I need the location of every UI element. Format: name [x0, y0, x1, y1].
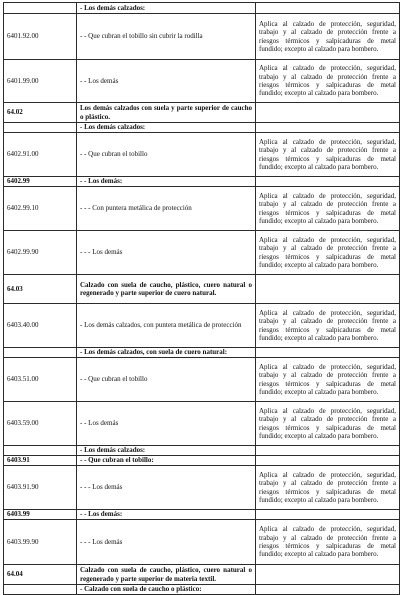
description-cell: - Calzado con suela de caucho o plástico:: [77, 585, 256, 595]
protection-note-cell: [256, 177, 400, 187]
protection-note-cell: [256, 123, 400, 133]
protection-note-cell: Aplica al calzado de protección, seguridad, trabajo y al calzado de protección frente a riesgos térmicos y salpicaduras de metal fundido; excepto al calzado para bombero.: [256, 358, 400, 402]
protection-note-cell: Aplica al calzado de protección, seguridad, trabajo y al calzado de protección frente a riesgos térmicos y salpicaduras de metal fundido; excepto al calzado para bombero.: [256, 402, 400, 446]
table-row: [4, 510, 400, 520]
tariff-code-cell: [4, 3, 77, 14]
table-row: [4, 456, 400, 466]
table-row: [4, 585, 400, 595]
protection-note-cell: Aplica al calzado de protección, seguridad, trabajo y al calzado de protección frente a riesgos térmicos y salpicaduras de metal fundido; excepto al calzado para bombero.: [256, 520, 400, 565]
protection-note-cell: Aplica al calzado de protección, seguridad, trabajo y al calzado de protección frente a riesgos térmicos y salpicaduras de metal fundido; excepto al calzado para bombero.: [256, 231, 400, 275]
tariff-code-cell: [4, 585, 77, 595]
tariff-code-cell: 6401.99.00: [4, 60, 77, 103]
protection-note-cell: Aplica al calzado de protección, seguridad, trabajo y al calzado de protección frente a riesgos térmicos y salpicaduras de metal fundido; excepto al calzado para bombero.: [256, 60, 400, 103]
description-cell: - - - Los demás: [77, 466, 256, 510]
description-cell: Los demás calzados con suela y parte superior de caucho o plástico.: [77, 103, 256, 123]
table-row: [4, 348, 400, 358]
description-cell: Calzado con suela de caucho, plástico, cuero natural o regenerado y parte superior de materia textil.: [77, 565, 256, 585]
tariff-code-cell: [4, 446, 77, 456]
table-row: [4, 177, 400, 187]
tariff-code-cell: [4, 123, 77, 133]
tariff-code-cell: 6402.91.00: [4, 133, 77, 177]
table-row: [4, 466, 400, 510]
table-row: [4, 3, 400, 14]
tariff-code-cell: 6402.99: [4, 177, 77, 187]
protection-note-cell: [256, 510, 400, 520]
tariff-code-cell: 6403.59.00: [4, 402, 77, 446]
tariff-code-cell: 6403.99.90: [4, 520, 77, 565]
table-row: [4, 123, 400, 133]
description-cell: - - Los demás:: [77, 177, 256, 187]
protection-note-cell: [256, 456, 400, 466]
tariff-code-cell: 64.02: [4, 103, 77, 123]
table-row: [4, 103, 400, 123]
table-row: [4, 60, 400, 103]
tariff-code-cell: 6403.51.00: [4, 358, 77, 402]
protection-note-cell: [256, 275, 400, 304]
table-row: [4, 446, 400, 456]
description-cell: - Los demás calzados:: [77, 446, 256, 456]
protection-note-cell: [256, 103, 400, 123]
description-cell: - - Los demás:: [77, 510, 256, 520]
description-cell: - Los demás calzados:: [77, 3, 256, 14]
description-cell: - - Que cubran el tobillo: [77, 358, 256, 402]
protection-note-cell: [256, 348, 400, 358]
tariff-code-cell: 6403.91: [4, 456, 77, 466]
tariff-code-cell: 64.04: [4, 565, 77, 585]
protection-note-cell: Aplica al calzado de protección, seguridad, trabajo y al calzado de protección frente a riesgos térmicos y salpicaduras de metal fundido; excepto al calzado para bombero.: [256, 187, 400, 231]
protection-note-cell: [256, 3, 400, 14]
protection-note-cell: Aplica al calzado de protección, seguridad, trabajo y al calzado de protección frente a riesgos térmicos y salpicaduras de metal fundido; excepto al calzado para bombero.: [256, 466, 400, 510]
tariff-code-cell: 6403.40.00: [4, 304, 77, 348]
table-row: [4, 231, 400, 275]
description-cell: - - - Los demás: [77, 520, 256, 565]
tariff-table-body: [4, 3, 400, 595]
tariff-code-cell: 6403.91.90: [4, 466, 77, 510]
protection-note-cell: Aplica al calzado de protección, seguridad, trabajo y al calzado de protección frente a riesgos térmicos y salpicaduras de metal fundido; excepto al calzado para bombero.: [256, 133, 400, 177]
tariff-code-cell: 6401.92.00: [4, 14, 77, 60]
table-row: [4, 133, 400, 177]
tariff-code-cell: 6402.99.90: [4, 231, 77, 275]
tariff-code-cell: [4, 348, 77, 358]
protection-note-cell: [256, 585, 400, 595]
protection-note-cell: Aplica al calzado de protección, seguridad, trabajo y al calzado de protección frente a riesgos térmicos y salpicaduras de metal fundido; excepto al calzado para bombero.: [256, 304, 400, 348]
description-cell: - Los demás calzados:: [77, 123, 256, 133]
description-cell: - - - Con puntera metálica de protección: [77, 187, 256, 231]
protection-note-cell: [256, 565, 400, 585]
protection-note-cell: Aplica al calzado de protección, seguridad, trabajo y al calzado de protección frente a riesgos térmicos y salpicaduras de metal fundido; excepto al calzado para bombero.: [256, 14, 400, 60]
table-row: [4, 565, 400, 585]
tariff-code-cell: 64.03: [4, 275, 77, 304]
description-cell: - Los demás calzados, con suela de cuero natural:: [77, 348, 256, 358]
table-row: [4, 520, 400, 565]
description-cell: - - Los demás: [77, 60, 256, 103]
description-cell: - - Que cubran el tobillo: [77, 133, 256, 177]
table-row: [4, 304, 400, 348]
table-row: [4, 187, 400, 231]
description-cell: - - Que cubran el tobillo sin cubrir la rodilla: [77, 14, 256, 60]
table-row: [4, 358, 400, 402]
tariff-code-cell: 6402.99.10: [4, 187, 77, 231]
table-row: [4, 275, 400, 304]
tariff-code-cell: 6403.99: [4, 510, 77, 520]
protection-note-cell: [256, 446, 400, 456]
table-row: [4, 14, 400, 60]
description-cell: - Los demás calzados, con puntera metálica de protección: [77, 304, 256, 348]
table-row: [4, 402, 400, 446]
description-cell: - - Los demás: [77, 402, 256, 446]
description-cell: - - Que cubran el tobillo:: [77, 456, 256, 466]
tariff-table: [3, 2, 400, 595]
description-cell: Calzado con suela de caucho, plástico, cuero natural o regenerado y parte superior de cuero natural.: [77, 275, 256, 304]
description-cell: - - - Los demás: [77, 231, 256, 275]
